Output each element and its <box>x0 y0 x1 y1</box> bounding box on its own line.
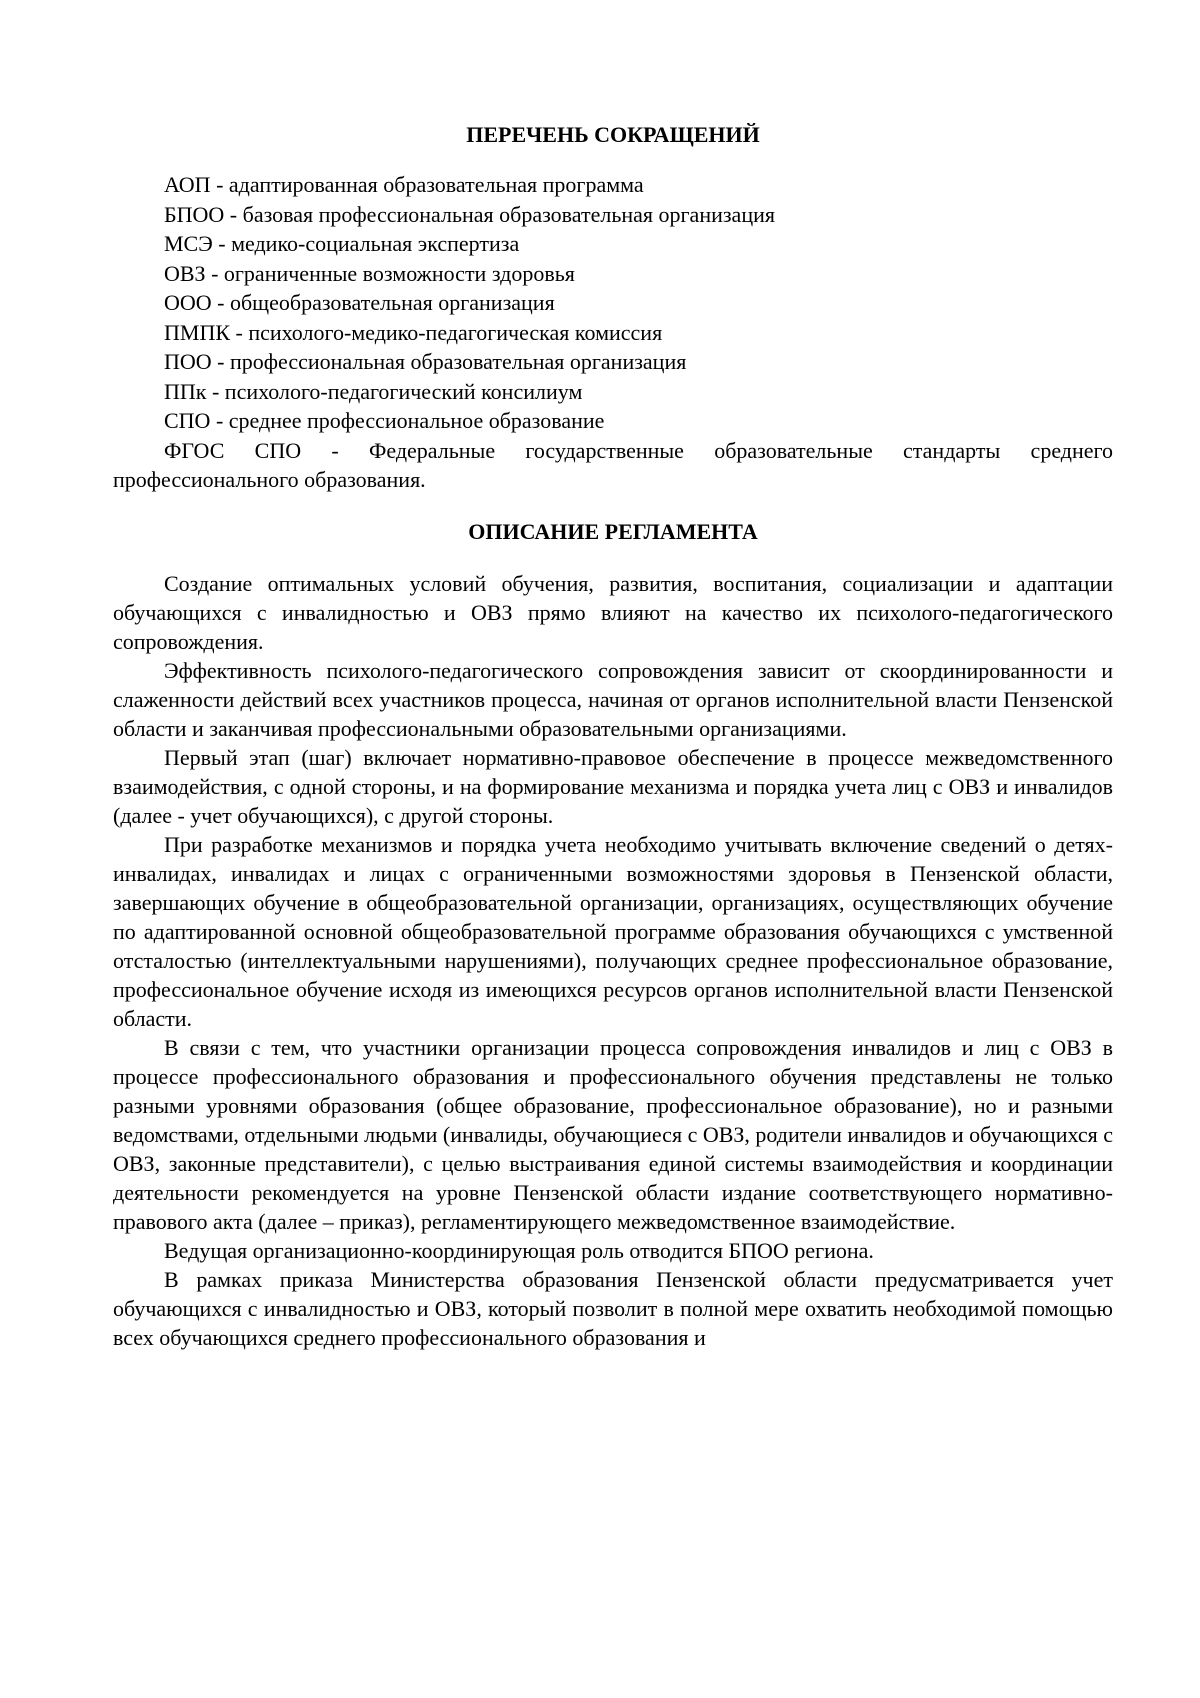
abbreviation-item: СПО - среднее профессиональное образование <box>164 408 605 433</box>
paragraph: Ведущая организационно-координирующая роль отводится БПОО региона. <box>164 1237 874 1263</box>
paragraph: Создание оптимальных условий обучения, развития, воспитания, социализации и адаптации обучающихся с инвалидностью и ОВЗ прямо влияют на качество их психолого-педагогического сопровождения. <box>113 570 1113 654</box>
abbreviation-item: АОП - адаптированная образовательная программа <box>164 172 644 197</box>
paragraph: Эффективность психолого-педагогического сопровождения зависит от скоординированности и слаженности действий всех участников процесса, начиная от органов исполнительной власти Пензенской области и заканчивая профессиональными образовательными организациями. <box>113 657 1113 741</box>
document-page <box>113 120 1113 1352</box>
abbreviations-list <box>113 170 1113 495</box>
paragraph: В рамках приказа Министерства образования Пензенской области предусматривается учет обучающихся с инвалидностью и ОВЗ, который позволит в полной мере охватить необходимой помощью всех обучающихся среднего профессионального образования и <box>113 1266 1113 1350</box>
abbreviation-item: ОВЗ - ограниченные возможности здоровья <box>164 260 575 286</box>
paragraph: В связи с тем, что участники организации процесса сопровождения инвалидов и лиц с ОВЗ в процессе профессионального образования и профессионального обучения представлены не только разными уровнями образования (общее образование, профессиональное образование), но и разными ведомствами, отдельными людьми (инвалиды, обучающиеся с ОВЗ, родители инвалидов и обучающихся с ОВЗ, законные представители), с целью выстраивания единой системы взаимодействия и координации деятельности рекомендуется на уровне Пензенской области издание соответствующего нормативно-правового акта (далее – приказ), регламентирующего межведомственное взаимодействие. <box>113 1034 1113 1234</box>
abbreviation-item: ООО - общеобразовательная организация <box>164 290 555 315</box>
abbreviations-title: ПЕРЕЧЕНЬ СОКРАЩЕНИЙ <box>466 122 760 147</box>
paragraph: Первый этап (шаг) включает нормативно-правовое обеспечение в процессе межведомственного взаимодействия, с одной стороны, и на формирование механизма и порядка учета лиц с ОВЗ и инвалидов (далее - учет обучающихся), с другой стороны. <box>113 744 1113 828</box>
abbreviation-item: ПОО - профессиональная образовательная организация <box>164 349 687 374</box>
abbreviation-item: БПОО - базовая профессиональная образовательная организация <box>164 201 775 227</box>
description-title: ОПИСАНИЕ РЕГЛАМЕНТА <box>468 518 758 544</box>
paragraph: При разработке механизмов и порядка учета необходимо учитывать включение сведений о детях-инвалидах, инвалидах и лицах с ограниченными возможностями здоровья в Пензенской области, завершающих обучение в общеобразовательной организации, организациях, осуществляющих обучение по адаптированной основной общеобразовательной программе образования обучающихся с умственной отсталостью (интеллектуальными нарушениями), получающих среднее профессиональное образование, профессиональное обучение исходя из имеющихся ресурсов органов исполнительной власти Пензенской области. <box>113 831 1113 1031</box>
description-body <box>113 569 1113 1352</box>
abbreviation-item: ФГОС СПО - Федеральные государственные образовательные стандарты среднего профессионального образования. <box>113 437 1113 492</box>
abbreviation-item: МСЭ - медико-социальная экспертиза <box>164 231 520 256</box>
abbreviation-item: ПМПК - психолого-медико-педагогическая комиссия <box>164 319 663 345</box>
abbreviation-item: ППк - психолого-педагогический консилиум <box>164 378 583 404</box>
